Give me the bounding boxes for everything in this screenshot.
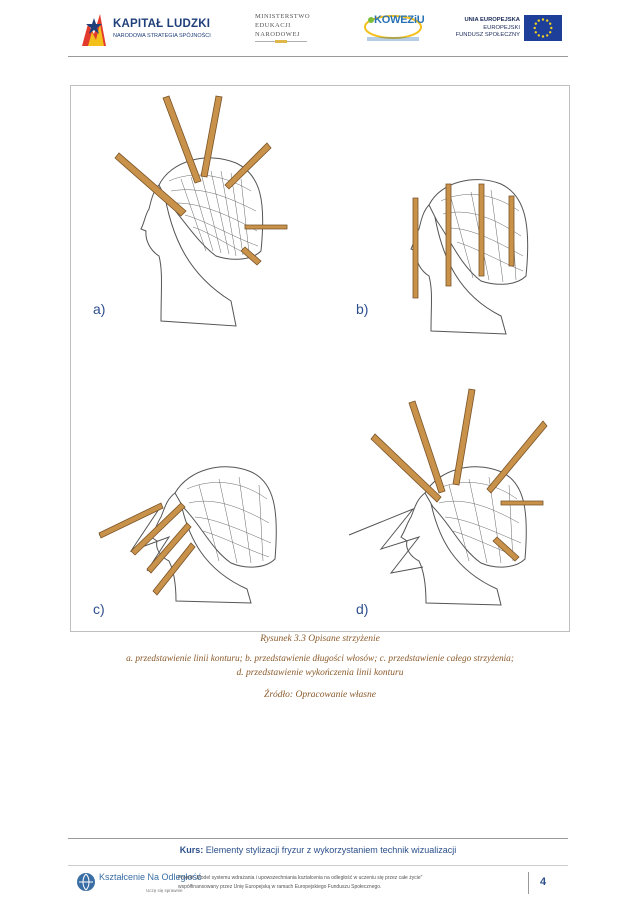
page-number: 4 bbox=[540, 876, 547, 888]
course-label: Kurs: bbox=[179, 845, 204, 855]
koweziu-logo-text: KOWEZiU bbox=[374, 14, 425, 26]
panel-c-illustration bbox=[91, 451, 321, 611]
kno-logo-subtitle: Uczę się sprawnie bbox=[146, 888, 183, 893]
header-rule bbox=[68, 56, 568, 57]
course-title: Elementy stylizacji fryzur z wykorzystaniem technik wizualizacji bbox=[203, 845, 457, 855]
kno-globe-icon bbox=[76, 872, 96, 892]
panel-label-a: a) bbox=[93, 301, 106, 317]
figure-caption-line-1: a. przedstawienie linii konturu; b. przedstawienie długości włosów; c. przedstawienie całego strzyżenia; bbox=[126, 654, 514, 664]
figure-caption-line-2: d. przedstawienie wykończenia linii konturu bbox=[236, 668, 404, 678]
kapital-ludzki-title: KAPITAŁ LUDZKI bbox=[113, 18, 211, 30]
ministry-underline-icon bbox=[255, 40, 307, 44]
ministry-line-2: EDUKACJI bbox=[255, 22, 291, 29]
figure-caption-title: Rysunek 3.3 Opisane strzyżenie bbox=[260, 634, 380, 644]
panel-a-illustration bbox=[101, 91, 321, 336]
panel-label-d: d) bbox=[356, 601, 369, 617]
panel-d-illustration bbox=[331, 381, 561, 611]
ministry-line-1: MINISTERSTWO bbox=[255, 13, 311, 20]
page-header bbox=[68, 8, 568, 54]
figure-frame bbox=[70, 85, 570, 632]
panel-label-b: b) bbox=[356, 301, 369, 317]
course-line bbox=[68, 845, 568, 855]
ministry-line-3: NARODOWEJ bbox=[255, 31, 300, 38]
kno-logo-text: Kształcenie Na Odległość bbox=[99, 872, 202, 882]
eu-line-1: UNIA EUROPEJSKA bbox=[464, 17, 520, 23]
kapital-ludzki-subtitle: NARODOWA STRATEGIA SPÓJNOŚCI bbox=[113, 33, 211, 39]
eu-line-3: FUNDUSZ SPOŁECZNY bbox=[455, 32, 520, 38]
project-line-1: Projekt „Model systemu wdrażania i upowszechniania kształcenia na odległość w uczeniu się przez całe życie" bbox=[178, 875, 423, 881]
footer-rule bbox=[68, 838, 568, 839]
eu-line-2: EUROPEJSKI bbox=[483, 25, 520, 31]
footer-rule-secondary bbox=[68, 865, 568, 866]
eu-flag-icon bbox=[524, 15, 562, 41]
figure-source: Źródło: Opracowanie własne bbox=[264, 690, 376, 700]
project-line-2: współfinansowany przez Unię Europejską w ramach Europejskiego Funduszu Społecznego. bbox=[178, 884, 382, 890]
panel-label-c: c) bbox=[93, 601, 105, 617]
panel-b-illustration bbox=[361, 166, 541, 336]
page-number-separator bbox=[528, 872, 529, 894]
kapital-ludzki-star-icon bbox=[78, 10, 110, 48]
